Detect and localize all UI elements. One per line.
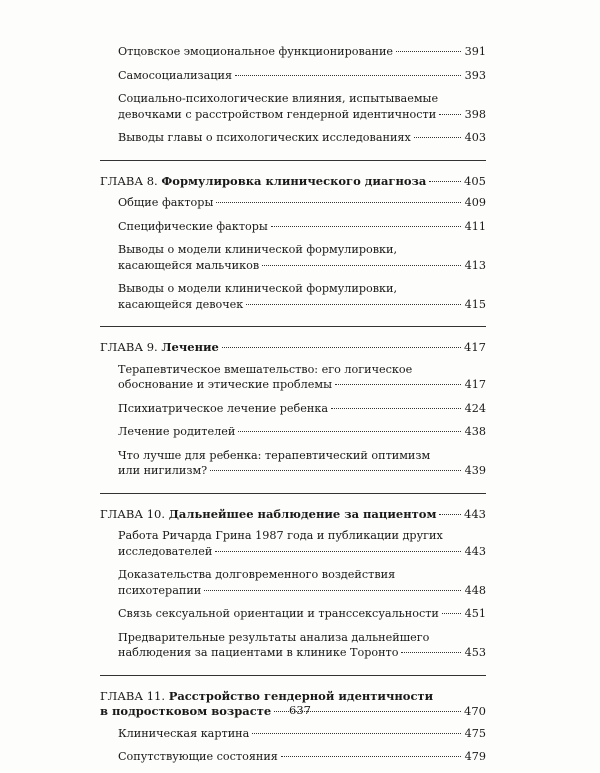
dot-leader — [210, 470, 461, 471]
dot-leader — [252, 733, 461, 734]
table-of-contents — [100, 44, 486, 773]
toc-entry-page: 411 — [464, 219, 486, 233]
toc-entry-page: 409 — [464, 196, 486, 209]
dot-leader — [429, 181, 461, 182]
chapter-prefix: ГЛАВА 11. — [100, 688, 166, 703]
page-number: 637 — [289, 703, 311, 717]
dot-leader — [204, 590, 461, 591]
toc-entry[interactable] — [100, 195, 486, 211]
toc-entry-page: 415 — [464, 297, 486, 311]
toc-entry[interactable] — [100, 242, 486, 273]
toc-entry-page: 403 — [464, 131, 486, 144]
toc-entry[interactable] — [100, 606, 486, 622]
toc-entry-line: или нигилизм? — [118, 464, 208, 477]
toc-entry[interactable] — [100, 448, 486, 479]
toc-entry-line: касающейся девочек — [118, 297, 244, 311]
toc-entry-line: Социально-психологические влияния, испытываемые — [118, 92, 439, 105]
toc-entry[interactable] — [100, 281, 486, 312]
toc-entry[interactable] — [100, 528, 486, 559]
chapter-title: Лечение — [161, 340, 219, 354]
dot-leader — [246, 304, 461, 305]
toc-entry-line: Сопутствующие состояния — [118, 750, 278, 763]
toc-entry[interactable] — [100, 44, 486, 60]
toc-entry-line: Что лучше для ребенка: терапевтический оптимизм — [118, 448, 431, 462]
toc-entry-page: 479 — [464, 750, 486, 763]
toc-entry[interactable] — [100, 630, 486, 661]
chapter-page: 470 — [464, 704, 486, 718]
toc-entry[interactable] — [100, 749, 486, 765]
chapter-heading[interactable] — [100, 340, 486, 356]
dot-leader — [262, 265, 461, 266]
dot-leader — [271, 226, 461, 227]
toc-entry[interactable] — [100, 91, 486, 122]
toc-entry-page: 439 — [464, 464, 486, 477]
toc-entry-page: 438 — [464, 425, 486, 438]
toc-entry-page: 453 — [464, 646, 486, 659]
toc-entry-page: 475 — [464, 726, 486, 740]
toc-entry-line: Общие факторы — [118, 196, 214, 209]
toc-entry[interactable] — [100, 362, 486, 393]
toc-entry-line: Лечение родителей — [118, 425, 236, 438]
toc-entry-page: 443 — [464, 544, 486, 558]
toc-entry-line: Психиатрическое лечение ребенка — [118, 401, 329, 415]
toc-entry-line: Терапевтическое вмешательство: его логическое — [118, 362, 413, 376]
section-divider — [100, 326, 486, 327]
toc-entry-line: психотерапии — [118, 583, 202, 597]
chapter-heading[interactable] — [100, 507, 486, 523]
toc-entry-line: Выводы главы о психологических исследованиях — [118, 131, 411, 144]
toc-entry-line: касающейся мальчиков — [118, 258, 260, 272]
toc-entry-page: 451 — [464, 607, 486, 620]
dot-leader — [396, 51, 461, 52]
toc-entry-line: обоснование и этические проблемы — [118, 378, 332, 391]
toc-entry[interactable] — [100, 130, 486, 146]
chapter-title-continued: в подростковом возрасте — [100, 704, 272, 718]
toc-entry-line: Предварительные результаты анализа дальнейшего — [118, 630, 430, 644]
toc-entry-line: Отцовское эмоциональное функционирование — [118, 45, 394, 58]
dot-leader — [439, 114, 461, 115]
toc-entry-line: Выводы о модели клинической формулировки, — [118, 243, 398, 256]
toc-entry-line: девочками с расстройством гендерной идентичности — [118, 107, 437, 121]
toc-entry-line: Выводы о модели клинической формулировки, — [118, 282, 398, 295]
chapter-page: 443 — [464, 506, 486, 521]
toc-entry-line: Связь сексуальной ориентации и транссексуальности — [118, 607, 439, 620]
chapter-prefix: ГЛАВА 9. — [100, 340, 158, 354]
dot-leader — [439, 514, 461, 515]
chapter-heading[interactable] — [100, 174, 486, 190]
dot-leader — [442, 613, 461, 614]
dot-leader — [222, 347, 461, 348]
dot-leader — [215, 551, 461, 552]
dot-leader — [238, 431, 461, 432]
chapter-page: 405 — [464, 173, 486, 188]
toc-entry-page: 393 — [464, 68, 486, 82]
section-divider — [100, 675, 486, 676]
dot-leader — [235, 75, 461, 76]
toc-entry-line: Доказательства долговременного воздействия — [118, 568, 396, 581]
toc-entry[interactable] — [100, 567, 486, 598]
toc-entry-page: 448 — [464, 583, 486, 597]
toc-entry[interactable] — [100, 424, 486, 440]
dot-leader — [216, 202, 461, 203]
toc-entry[interactable] — [100, 726, 486, 742]
toc-entry[interactable] — [100, 68, 486, 84]
chapter-title: Расстройство гендерной идентичности — [168, 688, 434, 703]
toc-entry-line: исследователей — [118, 544, 213, 558]
dot-leader — [414, 137, 461, 138]
toc-entry-line: Работа Ричарда Грина 1987 года и публикации других — [118, 529, 443, 542]
dot-leader — [401, 652, 461, 653]
toc-entry-line: наблюдения за пациентами в клинике Торонто — [118, 646, 399, 659]
toc-entry-line: Самосоциализация — [118, 68, 233, 82]
dot-leader — [331, 408, 461, 409]
toc-entry-page: 413 — [464, 258, 486, 272]
toc-entry-line: Специфические факторы — [118, 219, 268, 233]
chapter-page: 417 — [464, 340, 486, 354]
section-divider — [100, 160, 486, 161]
section-divider — [100, 493, 486, 494]
toc-entry-page: 391 — [464, 45, 486, 58]
dot-leader — [335, 384, 461, 385]
toc-entry-page: 417 — [464, 378, 486, 391]
chapter-prefix: ГЛАВА 8. — [100, 173, 158, 188]
toc-entry[interactable] — [100, 219, 486, 235]
toc-entry-page: 398 — [464, 107, 486, 121]
chapter-title: Дальнейшее наблюдение за пациентом — [168, 506, 437, 521]
dot-leader — [281, 756, 461, 757]
chapter-title: Формулировка клинического диагноза — [161, 173, 427, 188]
toc-entry[interactable] — [100, 401, 486, 417]
toc-entry-line: Клиническая картина — [118, 726, 250, 740]
toc-entry-page: 424 — [464, 401, 486, 415]
chapter-prefix: ГЛАВА 10. — [100, 506, 166, 521]
